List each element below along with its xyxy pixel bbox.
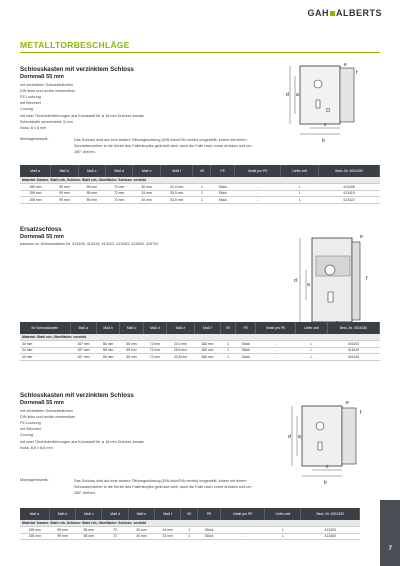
table-cell: 24 mm [155,527,181,534]
table-cell: 1 [220,347,235,354]
mounting-line: Schraubenzieher in die Kerbe des Fallenkopfes gedrückt wird; dann die Falle nach vorne drücken und um [74,144,252,149]
table-cell: - [256,354,296,361]
column-header: Maß d [105,165,133,177]
table-cell: 1 [193,197,211,204]
table-cell: - [234,197,280,204]
mounting-text [74,478,284,497]
column-header: Maß b [51,165,79,177]
feature-item: mit zwei Türdrückerführungen aus Kunststoff für ø 18 mm Drücker-Ansatz [20,439,144,444]
table-cell: 413415 [318,190,379,197]
table-header-row [20,165,380,177]
dim-label: f [360,410,362,416]
table-cell: 99 mm [49,527,75,534]
dim-label: d [294,278,297,284]
material-row: Material: Stahl roh, Oberfläche: verzinkt [20,334,380,341]
table-cell: 55 mm [78,190,105,197]
mounting-line: Das Schloss wird auf eine andere Öffnungsrichtung (DIN links/DIN rechts) umgestellt, indem mit einem [74,138,247,142]
column-header: Maß c [78,165,105,177]
table-header-row [20,508,360,520]
column-header: Maß a [70,322,96,334]
dim-label: e [344,62,347,68]
feature-item: PZ-Lochung [20,94,41,99]
table-cell: Stück [236,341,256,348]
dim-label: b [324,480,327,486]
feature-item: Schlossfalle verzahnend: 5 mm [20,119,73,124]
column-header: VE [181,508,198,520]
brand-logo [308,8,383,18]
table-cell: 167 mm [70,347,96,354]
table-cell: L [265,527,301,534]
product-subtitle: Dornmaß 55 mm [20,399,64,406]
table-cell: 99 mm [51,190,79,197]
table-cell: L [281,184,319,191]
table-cell: L [295,347,327,354]
dim-label: c [326,464,329,470]
table-cell: 186 mm [194,341,220,348]
table-cell: 86 mm [96,354,120,361]
feature-item: Nuss: 8,8 x 8,8 mm [20,445,53,450]
dim-label: d [286,92,289,98]
lock-body [302,406,342,466]
table-cell: 28,5 mm [160,190,192,197]
table-cell: - [256,341,296,348]
column-header: Maß c [76,508,102,520]
spindle-hole-icon [316,422,324,430]
table-cell: 55 mm [120,341,143,348]
column-header: VE [193,165,211,177]
section-divider [20,52,380,53]
table-cell: 30 mm [128,527,154,534]
table-cell: 33,5 mm [160,197,192,204]
material-row: Material: Kasten: Stahl roh, Schloss: Stahl roh, Oberfläche: Schloss: verzinkt [20,520,360,527]
table-cell: 99 mm [51,184,79,191]
table-cell: 28,5 mm [167,347,195,354]
table-cell: - [234,184,280,191]
column-header: PE [236,322,256,334]
feature-item: mit verzinktem Schraubblechen [20,82,73,87]
table-cell: 155 mm [20,533,49,540]
cylinder-hole-icon [316,100,320,108]
table-cell: 413422 [318,197,379,204]
mounting-label: Montagehinweis: [20,137,49,141]
lock-faceplate [352,242,360,320]
feature-item: PZ-Lochung [20,420,41,425]
spec-table-2 [20,322,380,361]
table-cell: Stück [211,197,235,204]
feature-item: mit verzinktem Schraubblechen [20,408,73,413]
table-cell: 33,8 mm [167,354,195,361]
column-header: VE [220,322,235,334]
dim-label: a [307,282,310,288]
table-cell: 1 [220,354,235,361]
table-cell: 72 mm [105,184,133,191]
table-cell: 72 mm [143,341,167,348]
table-cell: - [220,527,265,534]
column-header: Inhalt pro PE [234,165,280,177]
table-cell: 86 mm [96,347,120,354]
table-cell: 40 mm [128,533,154,540]
table-cell: 155 mm [20,197,51,204]
column-header: Maß b [49,508,75,520]
mounting-note-1 [20,137,380,159]
column-header: Best.-Nr. 4004330 [327,322,379,334]
table-cell: 186 mm [194,354,220,361]
spec-table-1 [20,165,380,204]
product-subtitle: Dornmaß 55 mm [20,233,64,240]
table-cell: - [220,533,265,540]
spindle-hole-icon [314,80,322,88]
table-cell: 34 mm [20,347,70,354]
dim-label: b [322,138,325,144]
table-cell: 55 mm [78,184,105,191]
table-cell: - [256,347,296,354]
column-header: Maß f [155,508,181,520]
table-cell: 155 mm [20,184,51,191]
material-row: Material: Kasten: Stahl roh, Schloss: Stahl roh, Oberfläche: Schloss: verzinkt [20,177,380,184]
table-cell: 72 mm [143,347,167,354]
dim-label: d [288,434,291,440]
table-cell: 72 mm [143,354,167,361]
table-cell: 55 mm [120,347,143,354]
brand-dot-icon [330,11,335,16]
mounting-line: 180° drehen. [74,491,96,496]
column-header: Maß d [143,322,167,334]
table-cell: L [281,190,319,197]
table-cell: 40 mm [20,354,70,361]
table-cell: - [234,190,280,197]
table-cell: 55 mm [78,197,105,204]
mounting-note-3 [20,478,380,500]
product-subtitle: Dornmaß 55 mm [20,73,64,80]
table-row [20,197,380,204]
column-header: Maß a [20,165,51,177]
table-cell: 40 mm [133,197,161,204]
column-header: PE [198,508,221,520]
column-header: Inhalt pro PE [256,322,296,334]
column-header: Maß f [160,165,192,177]
mounting-line: Das Schloss wird auf eine andere Öffnungsrichtung (DIN links/DIN rechts) umgestellt, indem mit einem [74,479,247,483]
table-cell: 1 [193,184,211,191]
table-cell: 55 mm [120,354,143,361]
dim-label: a [296,92,299,98]
dim-label: e [360,234,363,240]
table-cell: 167 mm [70,354,96,361]
feature-item: Nuss: 8 x 8 mm [20,125,47,130]
table-cell: 413460 [301,533,360,540]
column-header: Maß a [20,508,49,520]
table-cell: 72 mm [105,190,133,197]
cylinder-hole-icon [318,442,322,450]
product-title: Schlosskasten mit verzinktem Schloss [20,392,134,399]
cylinder-hole-icon [328,292,333,302]
table-cell: L [295,341,327,348]
table-cell: 55 mm [76,533,102,540]
product-title: Ersatzschloss [20,226,62,233]
table-cell: 416126 [327,354,379,361]
table-cell: Stück [198,533,221,540]
section-title: METALLTORBESCHLÄGE [20,40,130,50]
feature-item: DIN links und rechts verwendbar [20,414,75,419]
table-cell: 34 mm [133,190,161,197]
column-header: Liefer-zeit [265,508,301,520]
dim-label: c [324,122,327,128]
table-cell: 30 mm [20,341,70,348]
table-cell: 1 [181,533,198,540]
table-cell: 1 [193,190,211,197]
brand-right: ALBERTS [336,8,382,18]
table-cell: 72 [102,533,128,540]
feature-item: mit zwei Türdrückerführungen aus Kunststoff für ø 18 mm Drücker-Ansatz [20,113,144,118]
column-header: für Schlosskasten [20,322,70,334]
table-header-row [20,322,380,334]
table-row [20,354,380,361]
table-cell: 72 mm [105,197,133,204]
lock-body [312,238,352,322]
feature-item: passend zu Schlosskasten Nr. 413408, 413415, 413422, 413453, 413460, 416700 [20,241,159,246]
spec-table-3 [20,508,360,540]
table-cell: 99 mm [51,197,79,204]
table-cell: 1 [220,341,235,348]
dim-label: e [346,400,349,406]
mounting-text [74,137,284,156]
brand-left: GAH [307,8,329,18]
table-cell: Stück [236,354,256,361]
column-header: Maß b [96,322,120,334]
column-header: Maß c [120,322,143,334]
table-cell: L [265,533,301,540]
lock-faceplate [340,68,354,122]
feature-item: mit Wechsel [20,427,41,432]
table-cell: Stück [198,527,221,534]
column-header: Maß d [102,508,128,520]
column-header: Inhalt pro PE [220,508,265,520]
column-header: Liefer-zeit [295,322,327,334]
table-cell: 72 [102,527,128,534]
table-cell: 24,0 mm [160,184,192,191]
page-number: 7 [388,546,392,552]
dim-label: f [356,70,358,76]
mounting-line: 180° drehen. [74,150,96,155]
product-title: Schlosskasten mit verzinktem Schloss [20,66,134,73]
table-cell: 413453 [301,527,360,534]
table-cell: Stück [236,347,256,354]
dim-label: a [298,434,301,440]
table-cell: 155 mm [20,527,49,534]
column-header: Best.-Nr. 4004330 [301,508,360,520]
feature-item: 2-tourig [20,433,33,438]
column-header: PE [211,165,235,177]
table-cell: 416102 [327,341,379,348]
table-cell: 99 mm [49,533,75,540]
feature-item: 1-tourig [20,107,33,112]
table-cell: L [281,197,319,204]
table-row [20,533,360,540]
dim-label: f [366,276,368,282]
mounting-label: Montagehinweis: [20,478,49,482]
lock-faceplate [342,408,356,464]
feature-item: mit Wechsel [20,101,41,106]
table-cell: 33 mm [155,533,181,540]
page-tab-sidebar [380,500,400,566]
table-cell: Stück [211,184,235,191]
table-cell: 416119 [327,347,379,354]
column-header: Maß f [194,322,220,334]
mounting-line: Schraubenzieher in die Kerbe des Fallenkopfes gedrückt wird; dann die Falle nach vorne drücken und um [74,485,252,490]
table-cell: 413408 [318,184,379,191]
column-header: Maß e [167,322,195,334]
table-cell: 86 mm [96,341,120,348]
column-header: Liefer-zeit [281,165,319,177]
table-cell: L [295,354,327,361]
table-cell: 155 mm [20,190,51,197]
table-cell: 24,0 mm [167,341,195,348]
table-cell: 55 mm [76,527,102,534]
table-cell: 186 mm [194,347,220,354]
feature-item: DIN links und rechts verwendbar [20,88,75,93]
table-cell: Stück [211,190,235,197]
column-header: Best.-Nr. 4004330 [318,165,379,177]
spindle-hole-icon [325,265,335,275]
table-cell: 167 mm [70,341,96,348]
column-header: Maß e [128,508,154,520]
lock-body [300,66,340,124]
column-header: Maß e [133,165,161,177]
table-cell: 1 [181,527,198,534]
table-cell: 30 mm [133,184,161,191]
